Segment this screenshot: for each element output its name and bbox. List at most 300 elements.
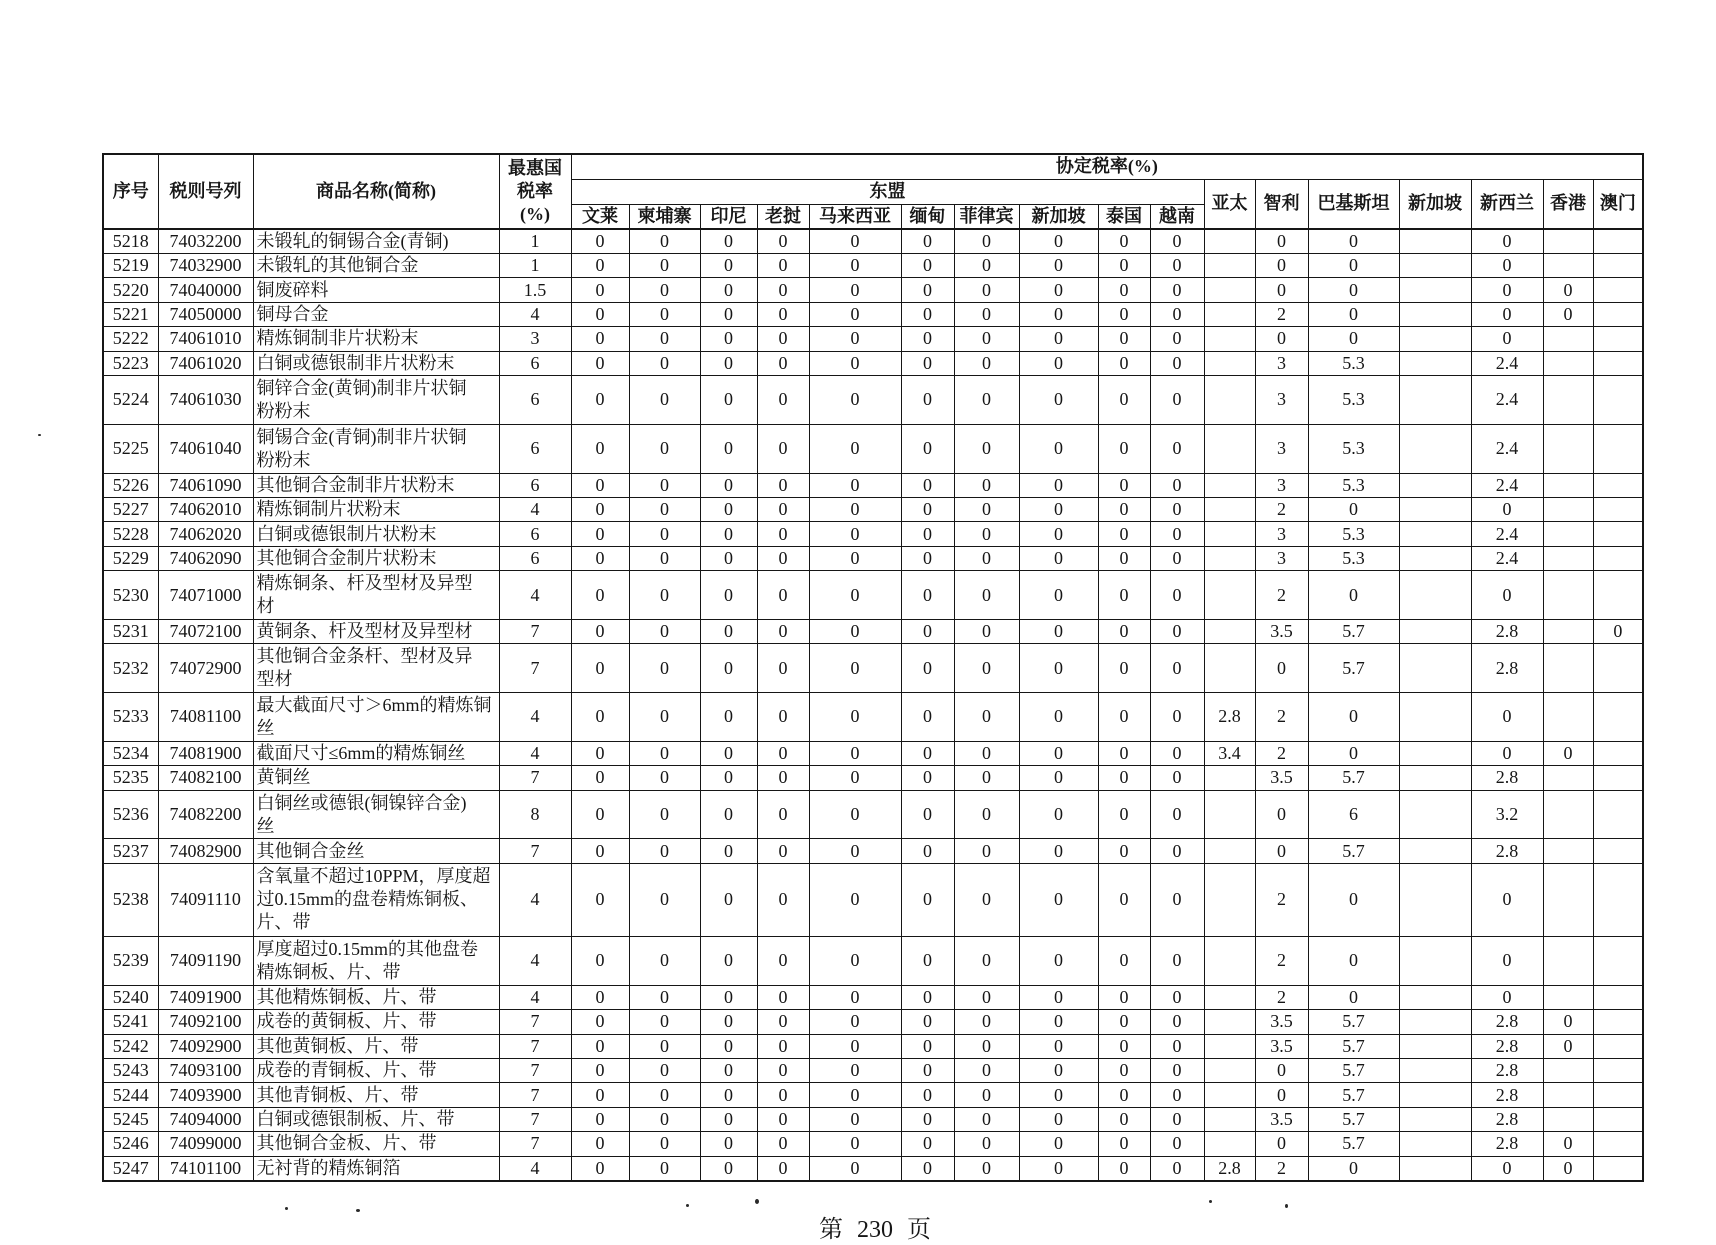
table-row <box>103 863 1643 936</box>
cell-rate-hong-kong <box>1543 693 1593 742</box>
cell-rate-asean-myanmar: 0 <box>901 863 954 936</box>
header-row <box>103 154 1643 179</box>
cell-rate-new-zealand: 2.8 <box>1471 1059 1543 1083</box>
cell-rate-apta <box>1204 522 1255 546</box>
cell-rate-asean-brunei: 0 <box>571 863 629 936</box>
cell-rate-asean-indonesia: 0 <box>700 1156 757 1181</box>
cell-serial-number: 5234 <box>103 741 158 765</box>
cell-rate-chile: 2 <box>1255 985 1308 1009</box>
cell-mfn-rate: 7 <box>499 1132 571 1156</box>
cell-rate-apta <box>1204 839 1255 863</box>
header-asean-singapore: 新加坡 <box>1019 204 1098 229</box>
product-name-line: 型材 <box>256 669 293 690</box>
cell-rate-asean-vietnam: 0 <box>1150 839 1204 863</box>
product-name-line: 白铜或德银制片状粉末 <box>256 523 437 544</box>
cell-rate-asean-singapore: 0 <box>1019 351 1098 375</box>
cell-rate-asean-cambodia: 0 <box>629 424 700 473</box>
cell-rate-asean-cambodia: 0 <box>629 1059 700 1083</box>
cell-product-name <box>253 546 499 570</box>
cell-rate-pakistan: 0 <box>1308 863 1399 936</box>
cell-rate-asean-vietnam: 0 <box>1150 1083 1204 1107</box>
cell-rate-apta: 2.8 <box>1204 693 1255 742</box>
cell-mfn-rate: 8 <box>499 790 571 839</box>
product-name-line: 材 <box>256 596 275 616</box>
cell-rate-new-zealand: 2.4 <box>1471 546 1543 570</box>
cell-rate-asean-singapore: 0 <box>1019 1059 1098 1083</box>
cell-rate-chile: 0 <box>1255 327 1308 351</box>
cell-rate-asean-brunei: 0 <box>571 278 629 302</box>
cell-rate-asean-vietnam: 0 <box>1150 424 1204 473</box>
cell-rate-asean-singapore: 0 <box>1019 473 1098 497</box>
product-name-line: 白铜或德银制板、片、带 <box>256 1108 455 1129</box>
cell-rate-chile: 3.5 <box>1255 1107 1308 1131</box>
cell-serial-number: 5241 <box>103 1010 158 1034</box>
cell-rate-asean-malaysia: 0 <box>809 985 901 1009</box>
cell-rate-asean-cambodia: 0 <box>629 473 700 497</box>
cell-rate-chile: 2 <box>1255 937 1308 986</box>
cell-rate-new-zealand: 0 <box>1471 229 1543 254</box>
cell-rate-singapore <box>1399 1083 1471 1107</box>
cell-product-name <box>253 302 499 326</box>
cell-tariff-code: 74061040 <box>158 424 253 473</box>
cell-rate-hong-kong <box>1543 619 1593 643</box>
cell-rate-asean-thailand: 0 <box>1098 327 1150 351</box>
cell-rate-apta <box>1204 302 1255 326</box>
cell-rate-asean-laos: 0 <box>757 644 809 693</box>
cell-rate-asean-laos: 0 <box>757 741 809 765</box>
cell-rate-chile: 3 <box>1255 546 1308 570</box>
cell-rate-macau <box>1593 473 1643 497</box>
cell-rate-macau <box>1593 741 1643 765</box>
cell-rate-asean-cambodia: 0 <box>629 497 700 521</box>
cell-rate-asean-laos: 0 <box>757 1107 809 1131</box>
cell-rate-hong-kong <box>1543 1059 1593 1083</box>
cell-tariff-code: 74062020 <box>158 522 253 546</box>
cell-rate-new-zealand: 0 <box>1471 693 1543 742</box>
cell-rate-apta <box>1204 985 1255 1009</box>
cell-tariff-code: 74082900 <box>158 839 253 863</box>
cell-rate-asean-singapore: 0 <box>1019 693 1098 742</box>
header-agreement-rate: 协定税率(%) <box>571 154 1643 179</box>
cell-rate-apta <box>1204 1010 1255 1034</box>
cell-rate-hong-kong <box>1543 937 1593 986</box>
cell-rate-asean-philippines: 0 <box>954 985 1019 1009</box>
cell-rate-hong-kong <box>1543 254 1593 278</box>
cell-rate-asean-laos: 0 <box>757 937 809 986</box>
product-name-line: 粉粉末 <box>256 449 311 470</box>
cell-rate-asean-indonesia: 0 <box>700 351 757 375</box>
cell-tariff-code: 74071000 <box>158 571 253 620</box>
cell-rate-asean-myanmar: 0 <box>901 1107 954 1131</box>
cell-rate-asean-laos: 0 <box>757 863 809 936</box>
cell-rate-singapore <box>1399 1156 1471 1181</box>
cell-product-name <box>253 985 499 1009</box>
cell-product-name <box>253 644 499 693</box>
cell-rate-asean-laos: 0 <box>757 473 809 497</box>
product-name-line: 未锻轧的铜锡合金(青铜) <box>256 231 449 251</box>
cell-rate-asean-singapore: 0 <box>1019 497 1098 521</box>
cell-rate-hong-kong: 0 <box>1543 1132 1593 1156</box>
cell-rate-asean-vietnam: 0 <box>1150 1034 1204 1058</box>
cell-rate-hong-kong <box>1543 985 1593 1009</box>
cell-rate-asean-myanmar: 0 <box>901 937 954 986</box>
header-serial-number: 序号 <box>103 154 158 229</box>
cell-rate-apta <box>1204 1059 1255 1083</box>
cell-rate-apta <box>1204 1034 1255 1058</box>
cell-rate-new-zealand: 0 <box>1471 571 1543 620</box>
cell-rate-macau <box>1593 1059 1643 1083</box>
cell-rate-singapore <box>1399 327 1471 351</box>
cell-rate-new-zealand: 2.8 <box>1471 619 1543 643</box>
cell-product-name <box>253 473 499 497</box>
cell-rate-pakistan: 5.3 <box>1308 375 1399 424</box>
cell-mfn-rate: 7 <box>499 619 571 643</box>
scan-speck <box>755 1199 759 1204</box>
cell-rate-asean-thailand: 0 <box>1098 1034 1150 1058</box>
cell-serial-number: 5232 <box>103 644 158 693</box>
cell-product-name <box>253 375 499 424</box>
cell-rate-asean-malaysia: 0 <box>809 863 901 936</box>
cell-rate-pakistan: 5.7 <box>1308 1083 1399 1107</box>
cell-rate-asean-singapore: 0 <box>1019 1132 1098 1156</box>
product-name-line: 精炼铜条、杆及型材及异型 <box>256 573 473 593</box>
product-name-line: 其他青铜板、片、带 <box>256 1084 419 1105</box>
header-asean-thailand: 泰国 <box>1098 204 1150 229</box>
cell-rate-new-zealand: 0 <box>1471 937 1543 986</box>
cell-tariff-code: 74050000 <box>158 302 253 326</box>
cell-mfn-rate: 6 <box>499 424 571 473</box>
cell-tariff-code: 74072900 <box>158 644 253 693</box>
cell-rate-asean-indonesia: 0 <box>700 473 757 497</box>
cell-rate-macau <box>1593 693 1643 742</box>
cell-rate-apta: 3.4 <box>1204 741 1255 765</box>
cell-rate-asean-myanmar: 0 <box>901 985 954 1009</box>
cell-rate-asean-brunei: 0 <box>571 473 629 497</box>
product-name-line: 精炼铜板、片、带 <box>256 961 401 982</box>
cell-rate-asean-brunei: 0 <box>571 302 629 326</box>
cell-rate-asean-singapore: 0 <box>1019 424 1098 473</box>
header-asean-philippines: 菲律宾 <box>954 204 1019 229</box>
cell-rate-asean-thailand: 0 <box>1098 790 1150 839</box>
cell-rate-new-zealand: 2.4 <box>1471 473 1543 497</box>
cell-rate-macau <box>1593 937 1643 986</box>
cell-rate-macau <box>1593 302 1643 326</box>
cell-rate-new-zealand: 2.8 <box>1471 1034 1543 1058</box>
cell-product-name <box>253 693 499 742</box>
table-row <box>103 790 1643 839</box>
cell-rate-pakistan: 0 <box>1308 693 1399 742</box>
cell-rate-asean-vietnam: 0 <box>1150 1156 1204 1181</box>
cell-rate-asean-philippines: 0 <box>954 522 1019 546</box>
cell-rate-pakistan: 0 <box>1308 229 1399 254</box>
cell-mfn-rate: 7 <box>499 839 571 863</box>
cell-rate-asean-cambodia: 0 <box>629 1083 700 1107</box>
cell-rate-macau <box>1593 375 1643 424</box>
cell-rate-asean-indonesia: 0 <box>700 839 757 863</box>
cell-rate-asean-myanmar: 0 <box>901 302 954 326</box>
cell-rate-asean-philippines: 0 <box>954 839 1019 863</box>
cell-rate-asean-singapore: 0 <box>1019 766 1098 790</box>
cell-rate-asean-malaysia: 0 <box>809 1132 901 1156</box>
cell-rate-asean-malaysia: 0 <box>809 1034 901 1058</box>
cell-rate-asean-thailand: 0 <box>1098 644 1150 693</box>
product-name-line: 成卷的青铜板、片、带 <box>256 1060 437 1081</box>
cell-rate-asean-indonesia: 0 <box>700 619 757 643</box>
cell-rate-chile: 0 <box>1255 278 1308 302</box>
cell-rate-asean-thailand: 0 <box>1098 766 1150 790</box>
cell-rate-asean-malaysia: 0 <box>809 375 901 424</box>
cell-product-name <box>253 1083 499 1107</box>
cell-rate-asean-cambodia: 0 <box>629 1034 700 1058</box>
cell-rate-asean-singapore: 0 <box>1019 1156 1098 1181</box>
cell-product-name <box>253 839 499 863</box>
cell-rate-asean-vietnam: 0 <box>1150 254 1204 278</box>
cell-rate-new-zealand: 2.4 <box>1471 351 1543 375</box>
scan-speck <box>38 434 41 436</box>
cell-rate-asean-indonesia: 0 <box>700 693 757 742</box>
cell-rate-singapore <box>1399 1132 1471 1156</box>
cell-rate-new-zealand: 2.8 <box>1471 1010 1543 1034</box>
cell-rate-asean-cambodia: 0 <box>629 278 700 302</box>
cell-rate-apta <box>1204 644 1255 693</box>
cell-rate-chile: 0 <box>1255 839 1308 863</box>
cell-rate-hong-kong: 0 <box>1543 1156 1593 1181</box>
cell-rate-asean-indonesia: 0 <box>700 546 757 570</box>
cell-rate-asean-thailand: 0 <box>1098 1107 1150 1131</box>
cell-rate-asean-thailand: 0 <box>1098 229 1150 254</box>
cell-rate-chile: 0 <box>1255 254 1308 278</box>
cell-tariff-code: 74062010 <box>158 497 253 521</box>
table-row <box>103 1156 1643 1181</box>
cell-rate-asean-laos: 0 <box>757 1156 809 1181</box>
cell-rate-asean-philippines: 0 <box>954 863 1019 936</box>
cell-rate-asean-indonesia: 0 <box>700 327 757 351</box>
cell-rate-hong-kong: 0 <box>1543 1010 1593 1034</box>
cell-rate-asean-vietnam: 0 <box>1150 1107 1204 1131</box>
cell-rate-asean-thailand: 0 <box>1098 546 1150 570</box>
cell-rate-asean-brunei: 0 <box>571 619 629 643</box>
cell-rate-new-zealand: 2.8 <box>1471 644 1543 693</box>
cell-rate-pakistan: 0 <box>1308 1156 1399 1181</box>
cell-tariff-code: 74061010 <box>158 327 253 351</box>
table-row <box>103 424 1643 473</box>
cell-serial-number: 5224 <box>103 375 158 424</box>
cell-rate-singapore <box>1399 497 1471 521</box>
cell-rate-asean-cambodia: 0 <box>629 351 700 375</box>
cell-rate-apta <box>1204 571 1255 620</box>
cell-rate-pakistan: 5.7 <box>1308 619 1399 643</box>
header-mfn-rate-line: 最惠国 <box>508 158 562 178</box>
cell-rate-asean-vietnam: 0 <box>1150 1010 1204 1034</box>
cell-rate-singapore <box>1399 229 1471 254</box>
cell-rate-new-zealand: 2.4 <box>1471 522 1543 546</box>
cell-serial-number: 5242 <box>103 1034 158 1058</box>
product-name-line: 截面尺寸≤6mm的精炼铜丝 <box>256 743 466 764</box>
product-name-line: 铜锡合金(青铜)制非片状铜 <box>256 426 467 447</box>
cell-tariff-code: 74094000 <box>158 1107 253 1131</box>
cell-tariff-code: 74091110 <box>158 863 253 936</box>
cell-rate-asean-brunei: 0 <box>571 1059 629 1083</box>
cell-rate-hong-kong <box>1543 644 1593 693</box>
cell-rate-asean-cambodia: 0 <box>629 937 700 986</box>
cell-mfn-rate: 6 <box>499 473 571 497</box>
cell-rate-asean-cambodia: 0 <box>629 863 700 936</box>
header-asean-indonesia: 印尼 <box>700 204 757 229</box>
cell-rate-apta <box>1204 546 1255 570</box>
cell-rate-macau <box>1593 766 1643 790</box>
cell-rate-asean-thailand: 0 <box>1098 571 1150 620</box>
cell-rate-asean-vietnam: 0 <box>1150 790 1204 839</box>
cell-rate-pakistan: 0 <box>1308 741 1399 765</box>
cell-rate-asean-brunei: 0 <box>571 1107 629 1131</box>
table-row <box>103 644 1643 693</box>
cell-rate-asean-vietnam: 0 <box>1150 522 1204 546</box>
cell-rate-asean-vietnam: 0 <box>1150 546 1204 570</box>
cell-rate-asean-vietnam: 0 <box>1150 302 1204 326</box>
cell-rate-asean-philippines: 0 <box>954 741 1019 765</box>
cell-rate-singapore <box>1399 546 1471 570</box>
cell-rate-asean-philippines: 0 <box>954 619 1019 643</box>
cell-rate-asean-indonesia: 0 <box>700 571 757 620</box>
cell-rate-asean-malaysia: 0 <box>809 497 901 521</box>
cell-rate-asean-philippines: 0 <box>954 1083 1019 1107</box>
cell-mfn-rate: 6 <box>499 375 571 424</box>
cell-serial-number: 5230 <box>103 571 158 620</box>
cell-rate-chile: 0 <box>1255 1132 1308 1156</box>
cell-serial-number: 5243 <box>103 1059 158 1083</box>
cell-rate-hong-kong <box>1543 790 1593 839</box>
cell-rate-macau <box>1593 546 1643 570</box>
cell-mfn-rate: 1 <box>499 254 571 278</box>
cell-rate-asean-philippines: 0 <box>954 1107 1019 1131</box>
cell-rate-asean-cambodia: 0 <box>629 1010 700 1034</box>
cell-rate-asean-singapore: 0 <box>1019 1010 1098 1034</box>
cell-mfn-rate: 4 <box>499 497 571 521</box>
cell-rate-hong-kong <box>1543 497 1593 521</box>
cell-rate-asean-cambodia: 0 <box>629 254 700 278</box>
cell-rate-asean-singapore: 0 <box>1019 571 1098 620</box>
cell-serial-number: 5245 <box>103 1107 158 1131</box>
cell-tariff-code: 74062090 <box>158 546 253 570</box>
cell-rate-asean-myanmar: 0 <box>901 766 954 790</box>
cell-rate-asean-philippines: 0 <box>954 1132 1019 1156</box>
cell-rate-asean-myanmar: 0 <box>901 790 954 839</box>
page-number: 第 230 页 <box>819 1217 931 1243</box>
cell-rate-chile: 2 <box>1255 741 1308 765</box>
cell-rate-asean-myanmar: 0 <box>901 741 954 765</box>
cell-rate-asean-indonesia: 0 <box>700 790 757 839</box>
cell-rate-asean-brunei: 0 <box>571 937 629 986</box>
cell-rate-asean-malaysia: 0 <box>809 302 901 326</box>
cell-rate-asean-cambodia: 0 <box>629 985 700 1009</box>
scan-speck <box>356 1209 360 1212</box>
cell-rate-asean-vietnam: 0 <box>1150 278 1204 302</box>
cell-rate-asean-brunei: 0 <box>571 522 629 546</box>
cell-rate-asean-brunei: 0 <box>571 229 629 254</box>
table-row <box>103 571 1643 620</box>
cell-rate-apta <box>1204 229 1255 254</box>
cell-product-name <box>253 254 499 278</box>
cell-rate-asean-singapore: 0 <box>1019 619 1098 643</box>
cell-rate-chile: 3.5 <box>1255 766 1308 790</box>
cell-rate-asean-laos: 0 <box>757 327 809 351</box>
cell-rate-hong-kong <box>1543 839 1593 863</box>
cell-rate-pakistan: 0 <box>1308 937 1399 986</box>
cell-tariff-code: 74061030 <box>158 375 253 424</box>
cell-rate-chile: 3.5 <box>1255 619 1308 643</box>
cell-rate-asean-brunei: 0 <box>571 1034 629 1058</box>
cell-rate-apta <box>1204 1132 1255 1156</box>
cell-rate-asean-myanmar: 0 <box>901 644 954 693</box>
cell-rate-macau <box>1593 839 1643 863</box>
cell-rate-macau <box>1593 1034 1643 1058</box>
cell-rate-asean-indonesia: 0 <box>700 1107 757 1131</box>
cell-rate-asean-indonesia: 0 <box>700 766 757 790</box>
product-name-line: 其他铜合金丝 <box>256 840 365 861</box>
cell-product-name <box>253 619 499 643</box>
cell-rate-asean-singapore: 0 <box>1019 985 1098 1009</box>
cell-product-name <box>253 741 499 765</box>
cell-rate-asean-malaysia: 0 <box>809 644 901 693</box>
cell-rate-asean-malaysia: 0 <box>809 278 901 302</box>
cell-mfn-rate: 4 <box>499 863 571 936</box>
cell-rate-macau <box>1593 1156 1643 1181</box>
cell-rate-asean-thailand: 0 <box>1098 497 1150 521</box>
header-macau: 澳门 <box>1593 179 1643 229</box>
cell-tariff-code: 74072100 <box>158 619 253 643</box>
cell-rate-asean-brunei: 0 <box>571 327 629 351</box>
cell-rate-singapore <box>1399 790 1471 839</box>
product-name-line: 精炼铜制片状粉末 <box>256 499 401 520</box>
cell-rate-asean-thailand: 0 <box>1098 1059 1150 1083</box>
cell-rate-asean-philippines: 0 <box>954 327 1019 351</box>
cell-rate-asean-indonesia: 0 <box>700 1034 757 1058</box>
cell-rate-asean-indonesia: 0 <box>700 254 757 278</box>
cell-rate-asean-myanmar: 0 <box>901 351 954 375</box>
cell-rate-asean-malaysia: 0 <box>809 351 901 375</box>
cell-rate-asean-malaysia: 0 <box>809 741 901 765</box>
cell-rate-macau <box>1593 278 1643 302</box>
product-name-line: 铜废碎料 <box>256 279 329 300</box>
cell-rate-chile: 0 <box>1255 644 1308 693</box>
cell-rate-chile: 3.5 <box>1255 1034 1308 1058</box>
cell-rate-asean-brunei: 0 <box>571 424 629 473</box>
cell-tariff-code: 74061020 <box>158 351 253 375</box>
cell-rate-singapore <box>1399 741 1471 765</box>
cell-rate-asean-cambodia: 0 <box>629 644 700 693</box>
cell-product-name <box>253 1107 499 1131</box>
cell-rate-asean-laos: 0 <box>757 619 809 643</box>
cell-rate-singapore <box>1399 1059 1471 1083</box>
cell-mfn-rate: 4 <box>499 693 571 742</box>
cell-rate-asean-cambodia: 0 <box>629 229 700 254</box>
cell-rate-asean-cambodia: 0 <box>629 619 700 643</box>
cell-tariff-code: 74092100 <box>158 1010 253 1034</box>
cell-rate-asean-cambodia: 0 <box>629 375 700 424</box>
table-row <box>103 546 1643 570</box>
cell-rate-apta <box>1204 1083 1255 1107</box>
cell-rate-asean-malaysia: 0 <box>809 1083 901 1107</box>
header-pakistan: 巴基斯坦 <box>1308 179 1399 229</box>
cell-rate-asean-singapore: 0 <box>1019 741 1098 765</box>
product-name-line: 含氧量不超过10PPM，厚度超 <box>256 866 491 887</box>
cell-rate-asean-cambodia: 0 <box>629 1107 700 1131</box>
product-name-line: 精炼铜制非片状粉末 <box>256 328 419 349</box>
cell-rate-asean-singapore: 0 <box>1019 229 1098 254</box>
cell-product-name <box>253 937 499 986</box>
cell-serial-number: 5239 <box>103 937 158 986</box>
cell-product-name <box>253 1132 499 1156</box>
